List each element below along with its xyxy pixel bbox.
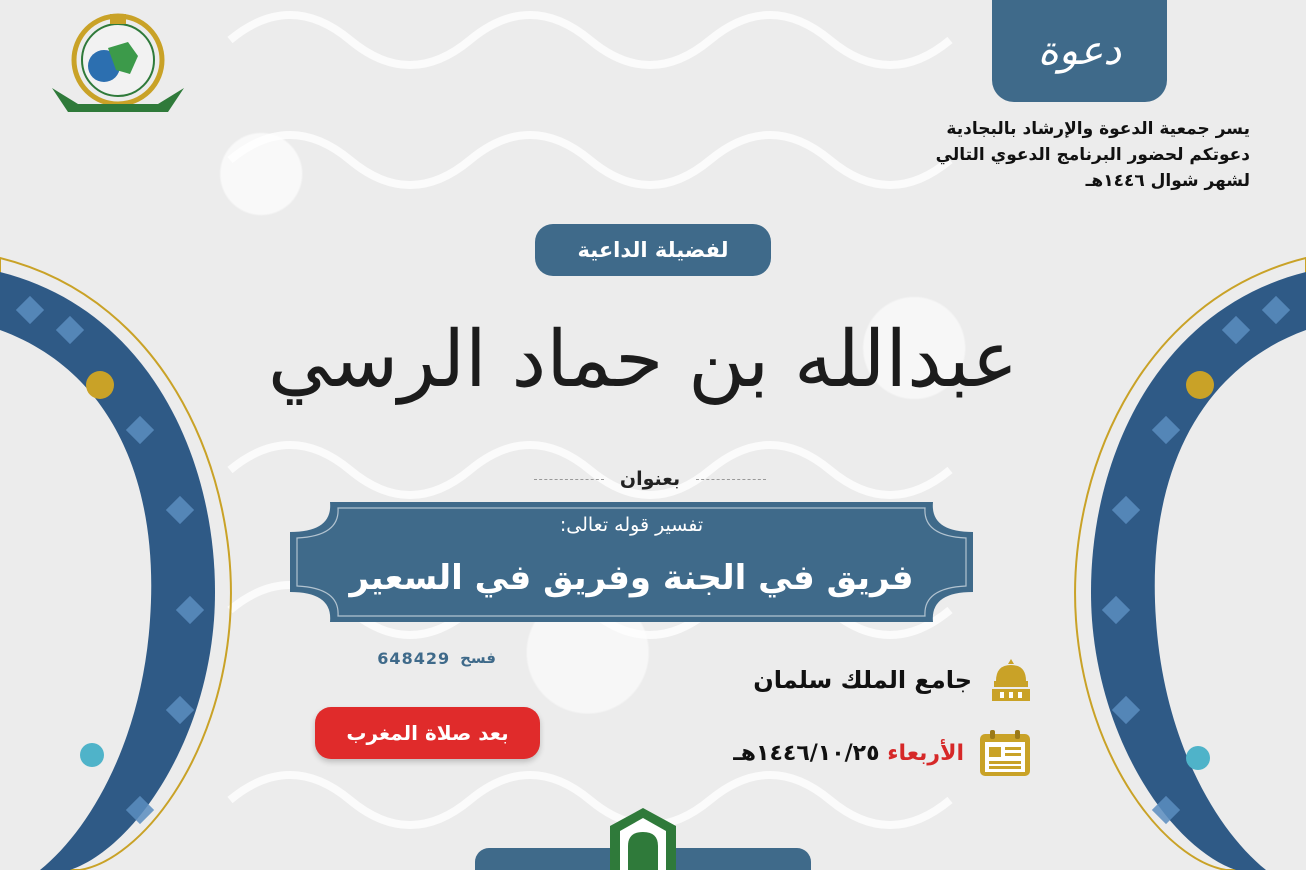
date-value: ١٤٤٦/١٠/٢٥هـ: [733, 740, 880, 766]
lecture-subtitle: تفسير قوله تعالى:: [559, 514, 704, 536]
divider-line: [534, 479, 604, 480]
ministry-emblem-icon: [606, 806, 680, 870]
invitation-intro: [830, 116, 1250, 194]
mosque-icon: [990, 657, 1032, 703]
date-text: [733, 741, 964, 766]
intro-line-2: دعوتكم لحضور البرنامج الدعوي التالي: [935, 145, 1250, 165]
association-emblem-logo: [48, 8, 188, 118]
speaker-name: عبدالله بن حماد الرسي: [267, 315, 1019, 405]
intro-line-1: يسر جمعية الدعوة والإرشاد بالبجادية: [946, 119, 1250, 139]
title-label: بعنوان: [619, 468, 681, 490]
time-label: بعد صلاة المغرب: [346, 721, 509, 745]
venue-name: جامع الملك سلمان: [753, 666, 972, 694]
speaker-label-pill: [535, 224, 771, 276]
date-day: الأربعاء: [887, 740, 964, 766]
intro-line-3: لشهر شوال ١٤٤٦هـ: [1085, 171, 1250, 191]
permit-label: فسح: [460, 649, 496, 667]
title-label-row: [500, 466, 800, 492]
dawah-brand-badge: [992, 0, 1167, 102]
calendar-icon: [978, 728, 1032, 778]
permit-number: 648429: [377, 648, 451, 668]
left-ornament-frame: [0, 0, 240, 870]
brand-wordmark: دعوة: [1037, 28, 1122, 74]
lecture-title: فريق في الجنة وفريق في السعير: [349, 558, 914, 598]
venue-row: [690, 654, 1032, 706]
lecture-title-banner: [290, 502, 973, 622]
divider-line: [696, 479, 766, 480]
date-row: [690, 725, 1032, 781]
time-badge: [315, 707, 540, 759]
speaker-label: لفضيلة الداعية: [577, 238, 729, 262]
permit-code: [356, 645, 496, 671]
